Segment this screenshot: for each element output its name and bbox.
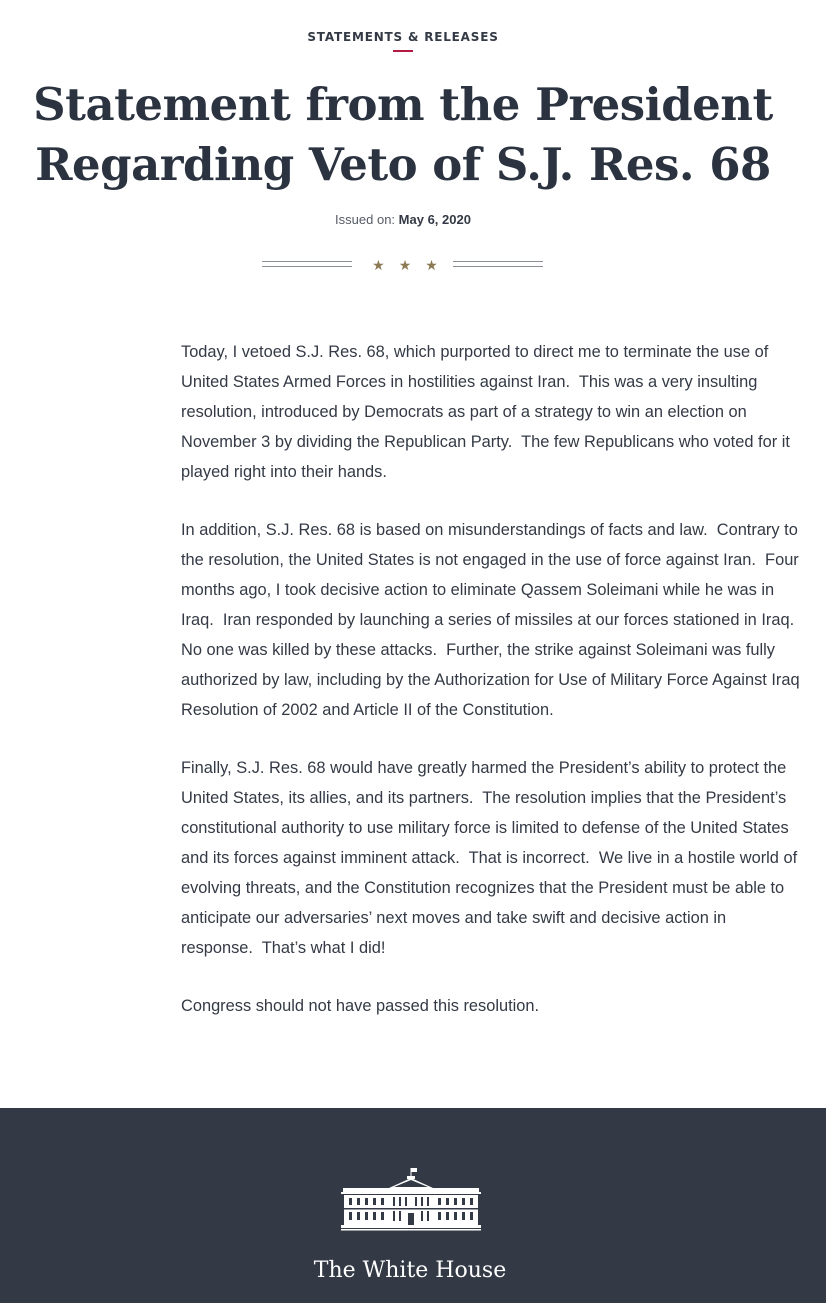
white-house-icon[interactable] — [341, 1166, 481, 1232]
divider-line-right — [453, 261, 543, 267]
footer-site-name[interactable]: The White House — [313, 1258, 507, 1283]
category-link[interactable]: STATEMENTS & RELEASES — [307, 30, 499, 44]
body-paragraph-1: Today, I vetoed S.J. Res. 68, which purported to direct me to terminate the use of United States Armed Forces in hostilities against Iran. This was a very insulting resolution, introduced by Democrats as part of a strategy to win an election on November 3 by dividing the Republican Party. The few Republicans who voted for it played right into their hands. — [181, 343, 795, 481]
star-divider — [262, 255, 544, 275]
body-paragraph-3: Finally, S.J. Res. 68 would have greatly harmed the President’s ability to protect the United States, its allies, and its partners. The resolution implies that the President’s constitutional authority to use military force is limited to defense of the United States and its forces against imminent attack. That is incorrect. We live in a hostile world of evolving threats, and the Constitution recognizes that the President must be able to anticipate our adversaries’ next moves and take swift and decisive action in response. That’s what I did! — [181, 759, 802, 957]
issued-label: Issued on: — [335, 212, 396, 227]
issued-on — [0, 212, 806, 227]
category-underline — [393, 50, 413, 52]
statement-body — [181, 337, 805, 1049]
page-title: Statement from the President Regarding Veto of S.J. Res. 68 — [33, 78, 773, 191]
issued-date: May 6, 2020 — [398, 212, 471, 227]
body-paragraph-2: In addition, S.J. Res. 68 is based on misunderstandings of facts and law. Contrary to the resolution, the United States is not engaged in the use of force against Iran. Four months ago, I took decisive action to eliminate Qassem Soleimani while he was in Iraq. Iran responded by launching a series of missiles at our forces stationed in Iraq. No one was killed by these attacks. Further, the strike against Soleimani was fully authorized by law, including by the Authorization for Use of Military Force Against Iraq Resolution of 2002 and Article II of the Constitution. — [181, 521, 805, 719]
site-footer — [0, 1108, 826, 1303]
divider-line-left — [262, 261, 352, 267]
body-paragraph-4: Congress should not have passed this resolution. — [181, 997, 540, 1015]
star-icon-group: ★★★ — [372, 257, 452, 273]
